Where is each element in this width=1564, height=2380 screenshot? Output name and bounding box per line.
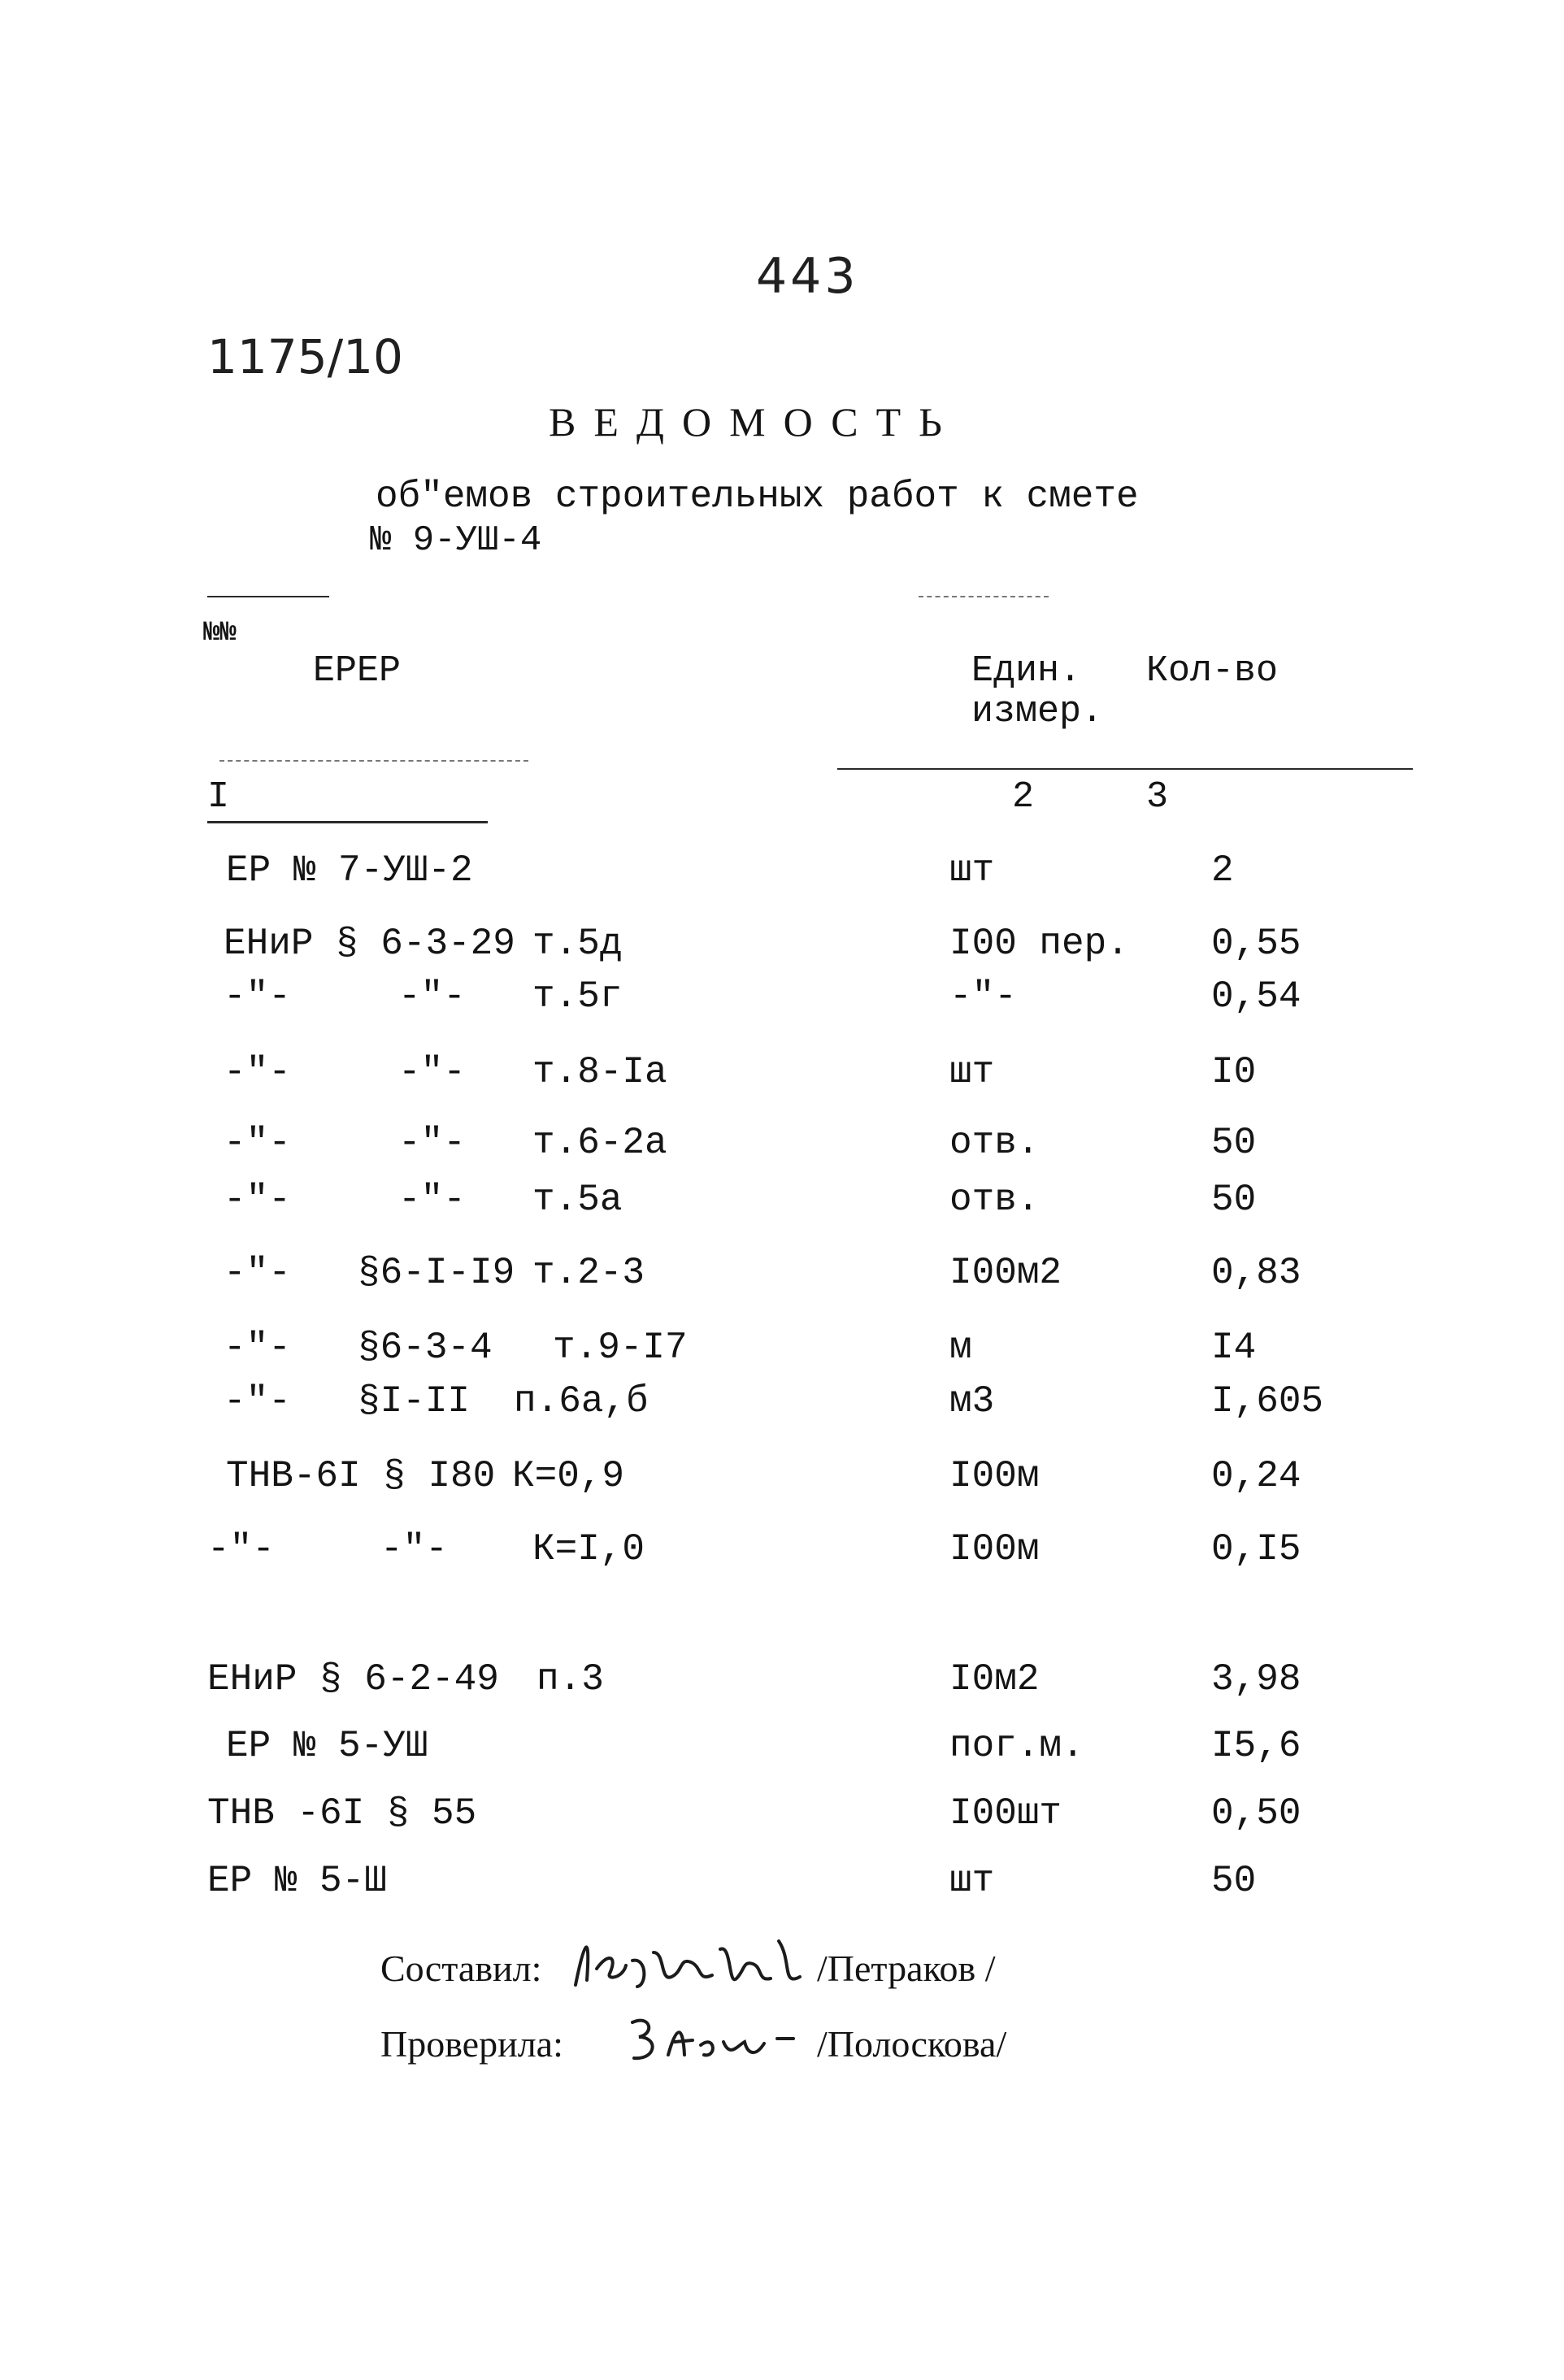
header-num: №№: [203, 618, 237, 649]
compiled-signature: [569, 1928, 821, 2005]
row-11-unit: I0м2: [949, 1658, 1040, 1700]
checked-by-label: Проверила:: [380, 2023, 563, 2065]
row-8-item: п.6а,б: [514, 1380, 649, 1422]
row-2-section: -"-: [398, 975, 466, 1018]
row-3-section: -"-: [398, 1051, 466, 1093]
row-14-unit: шт: [949, 1860, 995, 1902]
row-7-code: -"-: [224, 1327, 291, 1369]
row-12-unit: пог.м.: [949, 1725, 1084, 1767]
row-2-code: -"-: [224, 975, 291, 1018]
row-3-qty: I0: [1211, 1051, 1257, 1093]
row-11-code: ЕНиР § 6-2-49: [207, 1658, 499, 1700]
compiled-by-name: /Петраков /: [817, 1948, 996, 1989]
row-4-section: -"-: [398, 1122, 466, 1164]
row-1-unit: I00 пер.: [949, 923, 1129, 965]
row-9-unit: I00м: [949, 1455, 1040, 1497]
row-1-item: т.5д: [532, 923, 623, 965]
row-0-code: ЕР № 7-УШ-2: [226, 849, 473, 892]
page-number: 443: [756, 248, 859, 305]
row-7-item: т.9-I7: [553, 1327, 688, 1369]
checked-by-name: /Полоскова/: [817, 2023, 1007, 2065]
column-number-1: I: [207, 776, 230, 818]
row-6-item: т.2-3: [532, 1252, 645, 1294]
row-10-section: -"-: [380, 1528, 448, 1570]
column-number-2: 2: [1012, 776, 1035, 818]
row-6-code: -"-: [224, 1252, 291, 1294]
row-5-item: т.5а: [532, 1179, 623, 1221]
archive-code: 1175/10: [207, 329, 403, 384]
row-10-item: К=I,0: [532, 1528, 645, 1570]
row-12-qty: I5,6: [1211, 1725, 1301, 1767]
header-rule-left: [219, 760, 528, 762]
estimate-number: № 9-УШ-4: [370, 520, 542, 561]
row-8-qty: I,605: [1211, 1380, 1324, 1422]
row-0-unit: шт: [949, 849, 995, 892]
row-7-unit: м: [949, 1327, 972, 1369]
row-4-qty: 50: [1211, 1122, 1257, 1164]
row-10-unit: I00м: [949, 1528, 1040, 1570]
row-13-code: ТНВ -6I § 55: [207, 1792, 477, 1835]
row-1-code: ЕНиР § 6-3-29: [224, 923, 515, 965]
row-3-item: т.8-Iа: [532, 1051, 667, 1093]
row-4-item: т.6-2а: [532, 1122, 667, 1164]
row-14-qty: 50: [1211, 1860, 1257, 1902]
row-9-code: ТНВ-6I § I80: [226, 1455, 496, 1497]
top-mid-rule: [919, 596, 1049, 597]
row-13-qty: 0,50: [1211, 1792, 1301, 1835]
header-qty: Кол-во: [1146, 650, 1279, 692]
row-9-qty: 0,24: [1211, 1455, 1301, 1497]
row-10-qty: 0,I5: [1211, 1528, 1301, 1570]
row-4-code: -"-: [224, 1122, 291, 1164]
row-3-unit: шт: [949, 1051, 995, 1093]
row-5-unit: отв.: [949, 1179, 1040, 1221]
row-14-code: ЕР № 5-Ш: [207, 1860, 387, 1902]
column-number-3: 3: [1146, 776, 1169, 818]
row-6-unit: I00м2: [949, 1252, 1062, 1294]
row-13-unit: I00шт: [949, 1792, 1062, 1835]
row-9-item: К=0,9: [512, 1455, 625, 1497]
row-1-qty: 0,55: [1211, 923, 1301, 965]
row-2-item: т.5г: [532, 975, 623, 1018]
document-subtitle: об"емов строительных работ к смете: [376, 476, 1139, 518]
compiled-by-label: Составил:: [380, 1948, 542, 1989]
header-rule-right: [837, 768, 1413, 770]
header-unit-line2: измер.: [971, 691, 1104, 732]
row-8-unit: м3: [949, 1380, 995, 1422]
row-2-qty: 0,54: [1211, 975, 1301, 1018]
checked-signature: [626, 2009, 821, 2078]
top-left-rule: [207, 596, 329, 597]
row-3-code: -"-: [224, 1051, 291, 1093]
header-unit-line1: Един.: [971, 650, 1082, 692]
row-0-qty: 2: [1211, 849, 1234, 892]
row-6-section: §6-I-I9: [358, 1252, 515, 1294]
column-number-1-underline: [207, 821, 488, 823]
row-8-code: -"-: [224, 1380, 291, 1422]
row-10-code: -"-: [207, 1528, 275, 1570]
row-5-qty: 50: [1211, 1179, 1257, 1221]
header-erer: ЕРЕР: [313, 650, 402, 692]
row-11-item: п.3: [537, 1658, 604, 1700]
document-title: ВЕДОМОСТЬ: [549, 399, 960, 445]
handwritten-signature-petrakov: [569, 1928, 821, 1993]
row-6-qty: 0,83: [1211, 1252, 1301, 1294]
row-4-unit: отв.: [949, 1122, 1040, 1164]
row-2-unit: -"-: [949, 975, 1017, 1018]
row-11-qty: 3,98: [1211, 1658, 1301, 1700]
row-12-code: ЕР № 5-УШ: [226, 1725, 428, 1767]
row-7-qty: I4: [1211, 1327, 1257, 1369]
handwritten-signature-poloskova: [626, 2009, 821, 2066]
row-5-section: -"-: [398, 1179, 466, 1221]
row-8-section: §I-II: [358, 1380, 471, 1422]
row-7-section: §6-3-4: [358, 1327, 493, 1369]
row-5-code: -"-: [224, 1179, 291, 1221]
